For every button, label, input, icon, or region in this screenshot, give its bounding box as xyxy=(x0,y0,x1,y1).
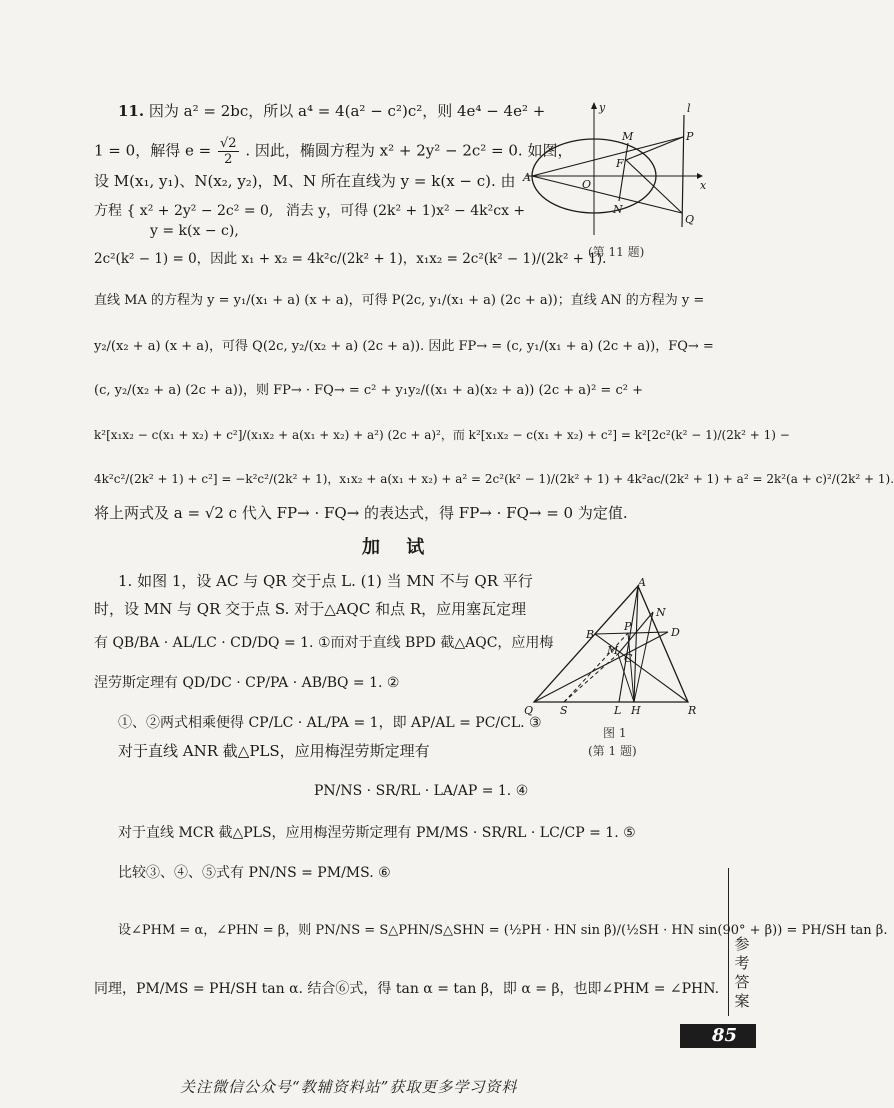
fig1-label-R: R xyxy=(688,704,697,717)
p11-line-9: (c, y₂/(x₂ + a) (2c + a))，则 FP→ · FQ→ = c² + y₁y₂/((x₁ + a)(x₂ + a)) (2c + a)² = c² + xyxy=(94,383,643,398)
y-axis-arrow xyxy=(591,102,597,109)
fig1-label-D: D xyxy=(671,626,680,639)
p11-text-4b: 消去 y，可得 (2k² + 1)x² − 4k²cx + xyxy=(285,203,526,219)
fig1-label-L: L xyxy=(614,704,622,717)
fig1-label-H: H xyxy=(631,704,641,717)
fig11-label-x: x xyxy=(700,179,707,192)
p11-line-6: 2c²(k² − 1) = 0，因此 x₁ + x₂ = 4k²c/(2k² + 1)，x₁x₂ = 2c²(k² − 1)/(2k² + 1). xyxy=(94,251,607,267)
line-MN xyxy=(619,143,628,201)
figure-1 xyxy=(522,578,718,723)
fig11-label-P: P xyxy=(686,130,694,143)
line-BD xyxy=(595,632,668,634)
p11-text-4a: 方程 { x² + 2y² − 2c² = 0, xyxy=(94,203,274,219)
line-AQ xyxy=(532,176,682,213)
page-number: 85 xyxy=(712,1025,738,1046)
p1-line-8: 对于直线 MCR 截△PLS，应用梅涅劳斯定理有 PM/MS · SR/RL · LC/CP = 1. ⑤ xyxy=(118,825,636,841)
p11-line-4 xyxy=(94,200,525,222)
p1-line-2: 时，设 MN 与 QR 交于点 S. 对于△AQC 和点 R，应用塞瓦定理 xyxy=(94,600,527,618)
line-SP-dashed xyxy=(564,633,628,702)
p1-line-11: 同理，PM/MS = PH/SH tan α. 结合⑥式，得 tan α = tan β，即 α = β，也即∠PHM = ∠PHN. xyxy=(94,981,720,997)
fig11-caption: (第 11 题) xyxy=(588,245,645,259)
p11-line-5: y = k(x − c), xyxy=(150,223,239,239)
p11-text-2a: 1 = 0，解得 e = xyxy=(94,141,212,160)
line-QD xyxy=(534,632,668,702)
fig1-label-N: N xyxy=(656,606,666,619)
p11-line-3: 设 M(x₁, y₁)、N(x₂, y₂)，M、N 所在直线为 y = k(x − c). 由 xyxy=(94,172,516,190)
p11-text-1: 因为 a² = 2bc，所以 a⁴ = 4(a² − c²)c²，则 4e⁴ − 4e² + xyxy=(148,102,546,120)
fig1-label-Q: Q xyxy=(524,704,534,717)
p11-text-2b: . 因此，椭圆方程为 x² + 2y² − 2c² = 0. 如图， xyxy=(245,141,573,160)
fig1-label-M: M xyxy=(607,644,619,657)
figure-11 xyxy=(522,95,712,240)
p11-line-8: y₂/(x₂ + a) (x + a)，可得 Q(2c, y₂/(x₂ + a) (2c + a)). 因此 FP→ = (c, y₁/(x₁ + a) (2c + a))，FQ→ = xyxy=(94,339,714,354)
p1-line-7: PN/NS · SR/RL · LA/AP = 1. ④ xyxy=(314,783,529,799)
fig1-caption: (第 1 题) xyxy=(588,744,637,758)
section-title: 加 试 xyxy=(362,537,435,558)
p11-number: 11. xyxy=(118,102,145,120)
p11-frac-e-den: 2 xyxy=(224,152,233,167)
p1-line-4: 涅劳斯定理有 QD/DC · CP/PA · AB/BQ = 1. ② xyxy=(94,675,400,691)
fig11-label-Q: Q xyxy=(685,213,695,226)
fig1-label: 图 1 xyxy=(603,726,627,740)
fig1-label-P: P xyxy=(624,620,632,633)
p11-line-7: 直线 MA 的方程为 y = y₁/(x₁ + a) (x + a)，可得 P(2c, y₁/(x₁ + a) (2c + a))；直线 AN 的方程为 y = xyxy=(94,293,705,308)
p11-line-2 xyxy=(94,136,572,167)
p11-frac-e-num: √2 xyxy=(219,136,237,151)
p11-line-11: 4k²c²/(2k² + 1) + c²] = −k²c²/(2k² + 1)，x₁x₂ + a(x₁ + x₂) + a² = 2c²(k² − 1)/(2k² + 1) + 4k²ac/(2k² + 1) + a² = 2k²(a + c)²/(2k² + 1). xyxy=(94,472,894,486)
fig11-label-F: F xyxy=(616,157,624,170)
p1-line-10: 设∠PHM = α，∠PHN = β，则 PN/NS = S△PHN/S△SHN = (½PH · HN sin β)/(½SH · HN sin(90° + β)) = PH/SH tan β. xyxy=(118,923,888,938)
fig11-label-y: y xyxy=(599,101,606,114)
p1-line-3: 有 QB/BA · AL/LC · CD/DQ = 1. ①而对于直线 BPD 截△AQC，应用梅 xyxy=(94,635,554,651)
sidebar-text: 参考答案 xyxy=(734,935,750,1010)
fig11-label-A: A xyxy=(523,171,531,184)
fig1-label-B: B xyxy=(586,628,595,641)
p11-line-1 xyxy=(118,100,545,122)
line-SM-dashed xyxy=(564,654,618,702)
fig1-label-A: A xyxy=(638,576,646,589)
p11-line-12: 将上两式及 a = √2 c 代入 FP→ · FQ→ 的表达式，得 FP→ · FQ→ = 0 为定值. xyxy=(94,504,628,522)
footer-note: 关注微信公众号“教辅资料站”获取更多学习资料 xyxy=(180,1078,518,1096)
p11-frac-e xyxy=(218,136,239,167)
p1-line-1: 1. 如图 1，设 AC 与 QR 交于点 L. (1) 当 MN 不与 QR 平行 xyxy=(118,572,533,590)
fig1-label-C: C xyxy=(624,652,633,665)
fig1-label-S: S xyxy=(560,704,568,717)
p1-line-5: ①、②两式相乘便得 CP/LC · AL/PA = 1，即 AP/AL = PC/CL. ③ xyxy=(118,715,542,731)
fig11-label-l: l xyxy=(687,102,691,115)
fig11-label-N: N xyxy=(613,203,623,216)
line-l xyxy=(682,115,684,227)
line-AP xyxy=(532,137,683,176)
p1-line-9: 比较③、④、⑤式有 PN/NS = PM/MS. ⑥ xyxy=(118,865,391,881)
p11-line-10: k²[x₁x₂ − c(x₁ + x₂) + c²]/(x₁x₂ + a(x₁ + x₂) + a²) (2c + a)²，而 k²[x₁x₂ − c(x₁ + x₂) + c²] = k²[2c²(k² − 1)/(2k² + 1) − xyxy=(94,428,790,442)
fig11-label-O: O xyxy=(582,178,592,191)
p1-line-6: 对于直线 ANR 截△PLS，应用梅涅劳斯定理有 xyxy=(118,742,430,760)
fig11-label-M: M xyxy=(622,130,634,143)
